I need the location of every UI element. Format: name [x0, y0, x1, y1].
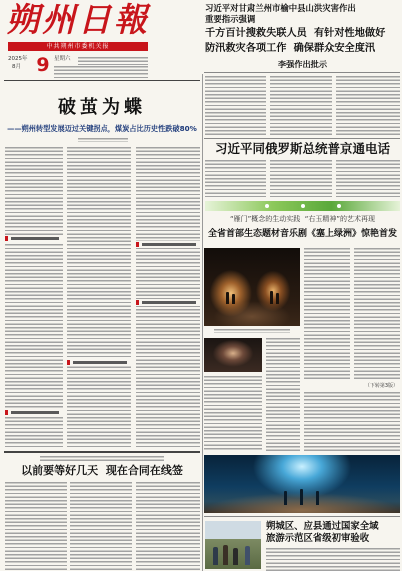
top-story-subhead: 李强作出批示 [277, 59, 328, 69]
person-figure [223, 545, 228, 565]
body-text-column [136, 147, 200, 449]
section-rule [204, 138, 400, 139]
top-story-headline: 防汛救灾各项工作 确保群众安全度汛 [205, 43, 376, 54]
bottom-right-headline: 旅游示范区省级初审验收 [266, 533, 370, 544]
inspection-photo [205, 521, 261, 569]
subhead-marker [136, 299, 200, 306]
stage-photo-wide [204, 455, 400, 513]
body-text-column [205, 76, 266, 136]
body-text-column [136, 482, 200, 571]
body-text-column [304, 392, 400, 451]
dateline-year: 2025年 [8, 56, 28, 62]
lead-story-byline [78, 138, 128, 142]
feature-kicker: “雁门”概念的生动实践 “右玉精神”的艺术再现 [230, 215, 375, 223]
photo-caption [214, 329, 290, 333]
person-figure [245, 546, 250, 565]
section-rule [4, 451, 200, 453]
top-story-rule [204, 72, 400, 73]
body-text-column [205, 160, 266, 197]
body-text-column [67, 147, 131, 449]
body-text-column [5, 482, 67, 571]
body-text-column [304, 248, 350, 380]
second-story-headline: 习近平同俄罗斯总统普京通电话 [214, 141, 390, 156]
top-story-kicker: 重要指示强调 [205, 14, 256, 24]
subhead-marker [136, 241, 200, 248]
subhead-marker [67, 359, 131, 366]
person-figure [213, 547, 218, 565]
body-text-column [5, 147, 63, 449]
performer-figure [284, 491, 287, 505]
body-text-column [354, 248, 400, 380]
body-text-column [270, 76, 332, 136]
subhead-marker [5, 235, 63, 242]
performer-figure [300, 489, 303, 505]
banner-dot [301, 204, 305, 208]
performer-figure [270, 291, 273, 304]
body-text-column [266, 338, 300, 451]
section-rule [204, 516, 400, 517]
bottom-left-kicker [40, 456, 164, 461]
lead-story-headline: 破茧为蝶 [58, 97, 146, 118]
body-text-column [336, 160, 400, 197]
performer-figure [316, 491, 319, 505]
banner-dot [265, 204, 269, 208]
body-text-column [266, 548, 400, 571]
body-text-column [270, 160, 332, 197]
dateline-month: 8月 [12, 64, 21, 70]
body-text-column [336, 76, 400, 136]
dateline-details [54, 66, 148, 78]
masthead-org: 中共朔州市委机关报 [8, 42, 148, 51]
performer-figure [232, 294, 235, 304]
subhead-marker [5, 409, 63, 416]
column-divider [202, 74, 203, 571]
lead-story-subtitle: ——朔州转型发展迈过关键拐点，煤炭占比历史性跌破80% [7, 124, 197, 133]
performer-figure [276, 293, 279, 304]
banner-dot [337, 204, 341, 208]
person-figure [233, 548, 238, 565]
stage-photo-main [204, 248, 300, 326]
stage-photo-small [204, 338, 262, 372]
bottom-right-headline: 朔城区、应县通过国家全域 [266, 521, 379, 532]
continued-note: （下转第3版） [364, 383, 398, 389]
performer-figure [226, 292, 229, 304]
masthead-logo: 朔州日報 [6, 0, 150, 39]
dateline-details [78, 57, 148, 65]
dateline-weekday: 星期六 [54, 56, 71, 62]
masthead-rule [4, 80, 200, 81]
feature-headline: 全省首部生态题材音乐剧《塞上绿洲》惊艳首发 [207, 229, 397, 239]
dateline-day: 9 [36, 54, 50, 76]
section-banner [205, 201, 400, 211]
top-story-headline: 千方百计搜救失联人员 有针对性地做好 [205, 28, 386, 39]
top-story-kicker: 习近平对甘肃兰州市榆中县山洪灾害作出 [205, 3, 356, 13]
body-text-column [204, 376, 262, 451]
body-text-column [70, 482, 132, 571]
bottom-left-headline: 以前要等好几天 现在合同在线签 [21, 464, 183, 477]
